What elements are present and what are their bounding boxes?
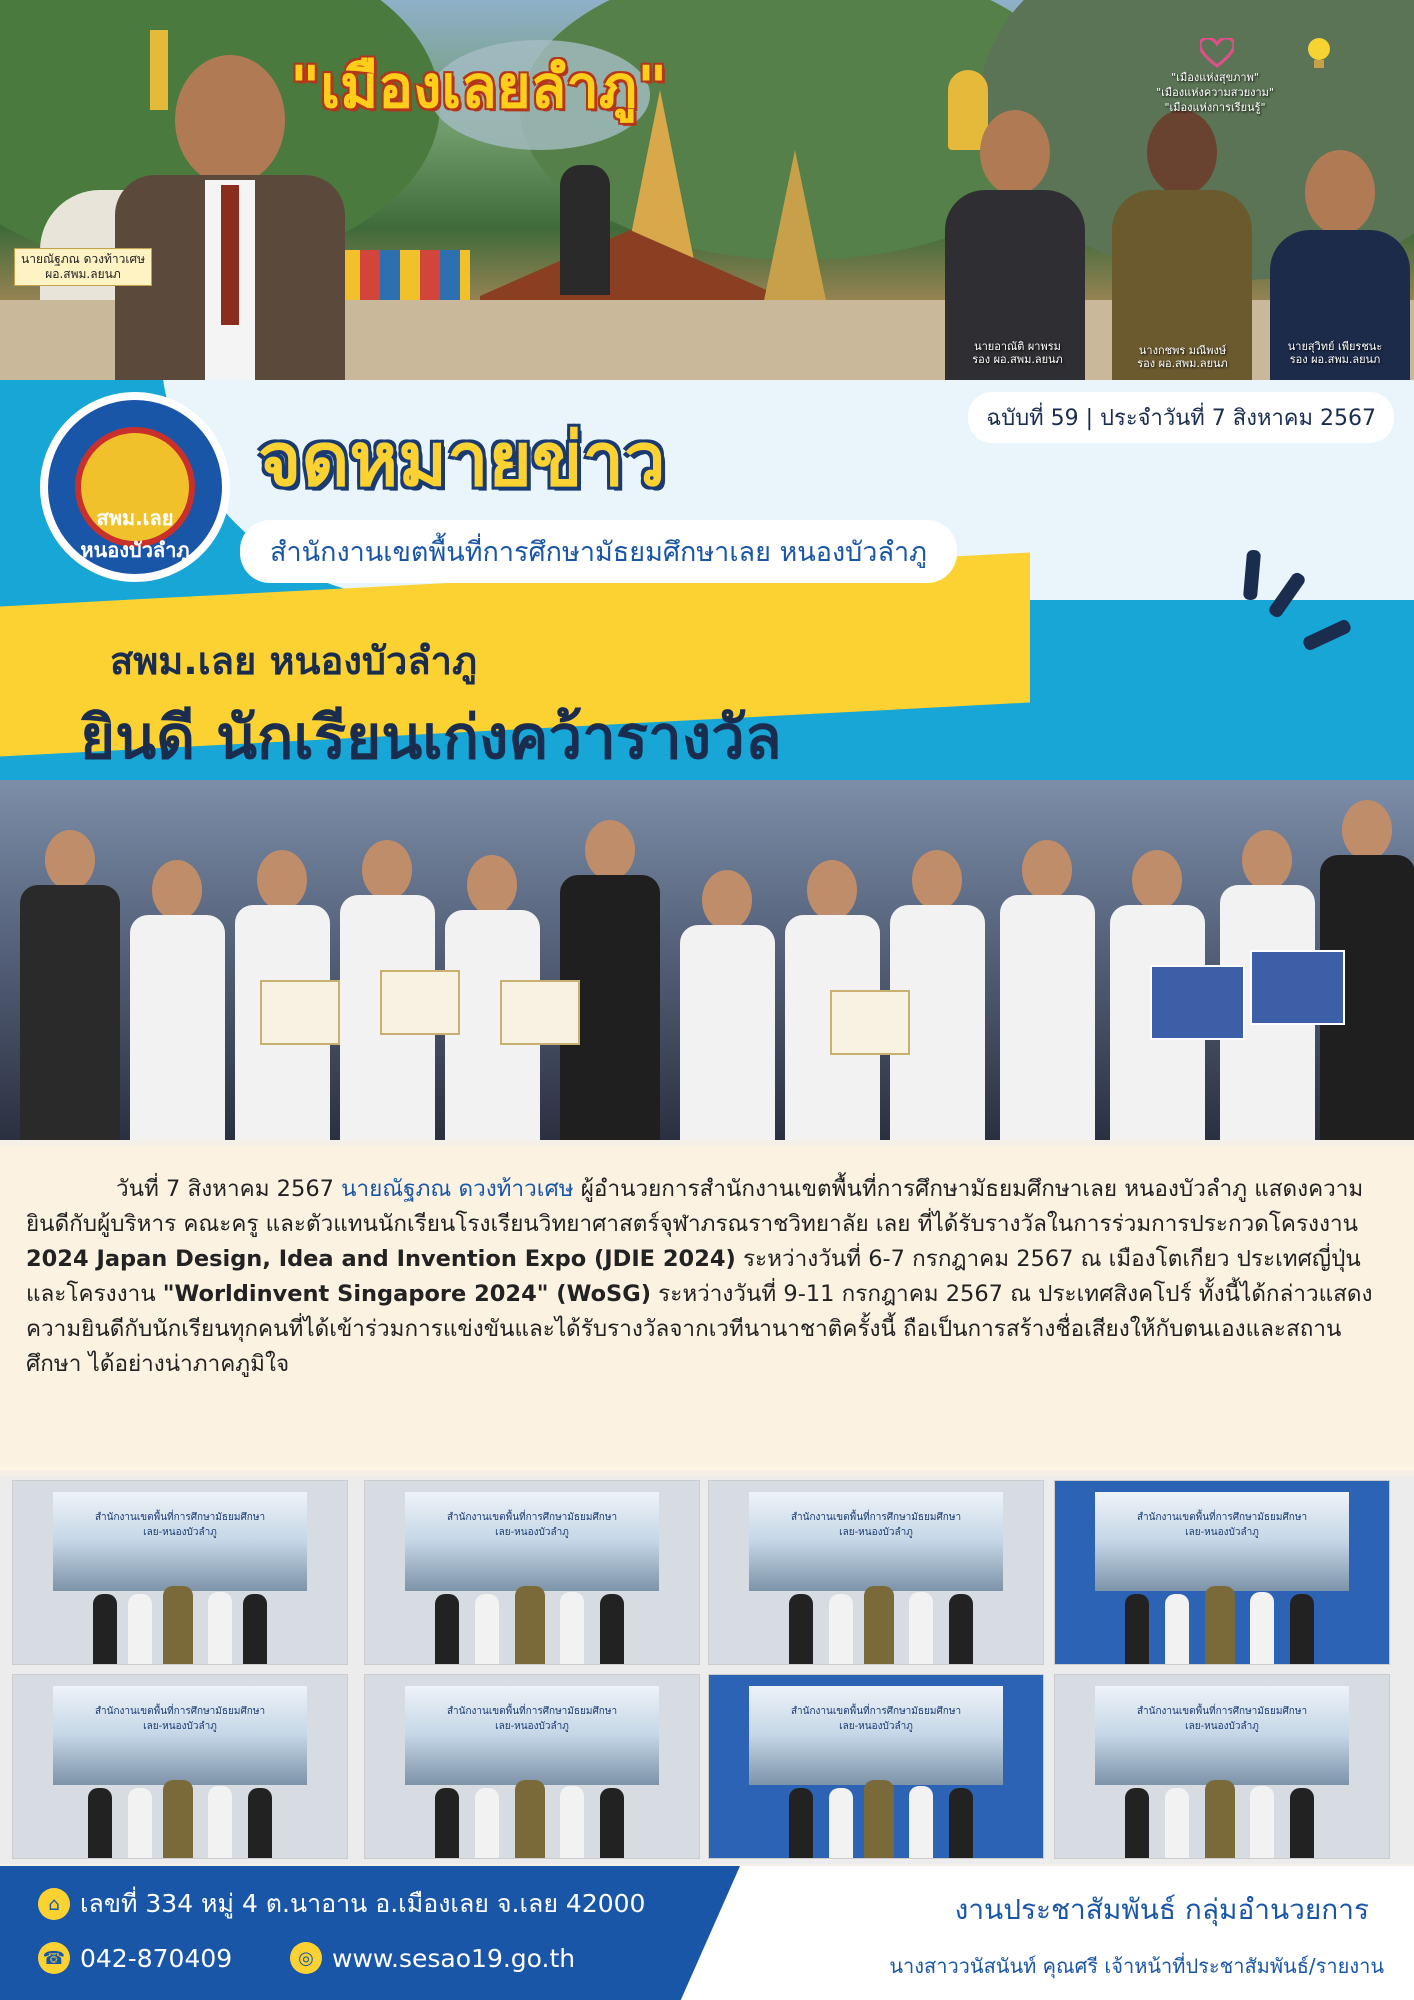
- deputy-role-2: รอง ผอ.สพม.ลยนภ: [1137, 357, 1228, 370]
- city-slogans: [1156, 70, 1274, 115]
- gallery-caption-sub: เลย-หนองบัวลำภู: [495, 1527, 569, 1539]
- headline-title: ยินดี นักเรียนเก่งคว้ารางวัล: [80, 703, 782, 773]
- monument-statue: [560, 165, 610, 295]
- gallery-caption: สำนักงานเขตพื้นที่การศึกษามัธยมศึกษา: [446, 1512, 618, 1524]
- gallery-caption-sub: เลย-หนองบัวลำภู: [495, 1721, 569, 1733]
- deputy-name-1: นายอาณัติ ผาพรม: [974, 340, 1061, 353]
- article-event-wosg: "Worldinvent Singapore 2024" (WoSG): [162, 1281, 651, 1307]
- photo-gallery: [0, 1476, 1414, 1864]
- article-event-jdie: 2024 Japan Design, Idea and Invention Expo (JDIE 2024): [26, 1246, 736, 1272]
- phone-text: 042-870409: [80, 1943, 233, 1973]
- footer-address: [38, 1884, 645, 1924]
- gallery-photo-8: [1054, 1674, 1390, 1859]
- accent-spark-2: [1301, 618, 1352, 652]
- article-text-3: ระหว่างวันที่ 6-7 กรกฎาคม 2567 ณ เมืองโตเกียว ประเทศญี่ปุ่น และโครงงาน: [26, 1246, 1361, 1307]
- gallery-photo-2: [364, 1480, 700, 1665]
- gallery-photo-5: [12, 1674, 348, 1859]
- gallery-caption-sub: เลย-หนองบัวลำภู: [1185, 1721, 1259, 1733]
- gallery-caption-sub: เลย-หนองบัวลำภู: [1185, 1527, 1259, 1539]
- gallery-caption-sub: เลย-หนองบัวลำภู: [143, 1527, 217, 1539]
- group-photo: [0, 780, 1414, 1140]
- address-text: เลขที่ 334 หมู่ 4 ต.นาอาน อ.เมืองเลย จ.เลย 42000: [80, 1889, 646, 1918]
- website-link[interactable]: www.sesao19.go.th: [332, 1943, 576, 1973]
- gallery-caption: สำนักงานเขตพื้นที่การศึกษามัธยมศึกษา: [446, 1706, 618, 1718]
- headline-subtitle: สพม.เลย หนองบัวลำภู: [110, 639, 478, 683]
- certificate-6: [1250, 950, 1345, 1025]
- lightbulb-icon: [1304, 36, 1334, 72]
- deputy-caption-3: [1260, 340, 1410, 366]
- gallery-caption: สำนักงานเขตพื้นที่การศึกษามัธยมศึกษา: [1136, 1512, 1308, 1524]
- article-director-name: นายณัฐภณ ดวงท้าวเศษ: [341, 1176, 574, 1202]
- header-banner: [0, 0, 1414, 380]
- footer: [0, 1866, 1414, 2000]
- article-text-2: ผู้อำนวยการสำนักงานเขตพื้นที่การศึกษามัธยมศึกษาเลย หนองบัวลำภู แสดงความยินดีกับผู้บริหาร คณะครู และตัวแทนนักเรียนโรงเรียนวิทยาศาสตร์จุฬาภรณราชวิทยาลัย เลย ที่ได้รับรางวัลในการร่วมการประกวดโครงงาน: [26, 1176, 1364, 1237]
- footer-reporter: นางสาววนัสนันท์ คุณศรี เจ้าหน้าที่ประชาสัมพันธ์/รายงาน: [889, 1954, 1384, 1978]
- footer-department: งานประชาสัมพันธ์ กลุ่มอำนวยการ: [954, 1893, 1369, 1926]
- gallery-caption-sub: เลย-หนองบัวลำภู: [839, 1527, 913, 1539]
- slogan-learning: "เมืองแห่งการเรียนรู้": [1164, 101, 1266, 114]
- phone-icon: ☎: [38, 1942, 70, 1974]
- certificate-4: [830, 990, 910, 1055]
- director-role: ผอ.สพม.ลยนภ: [45, 267, 121, 281]
- home-icon: ⌂: [38, 1888, 70, 1920]
- gallery-photo-3: [708, 1480, 1044, 1665]
- deputy-name-2: นางกชพร มณีพงษ์: [1138, 344, 1227, 357]
- globe-icon: ◎: [290, 1942, 322, 1974]
- gallery-photo-6: [364, 1674, 700, 1859]
- article-text-4: ระหว่างวันที่ 9-11 กรกฎาคม 2567 ณ ประเทศสิงคโปร์ ทั้งนี้ได้กล่าวแสดงความยินดีกับนักเรียนทุกคนที่ได้เข้าร่วมการแข่งขันและได้รับรางวัลจากเวทีนานาชาติครั้งนี้ ถือเป็นการสร้างชื่อเสียงให้กับตนเองและสถานศึกษา ได้อย่างน่าภาคภูมิใจ: [26, 1281, 1373, 1377]
- gallery-caption: สำนักงานเขตพื้นที่การศึกษามัธยมศึกษา: [94, 1512, 266, 1524]
- director-name: นายณัฐภณ ดวงท้าวเศษ: [21, 252, 145, 266]
- article-paragraph: [26, 1172, 1388, 1382]
- deputy-caption-1: [940, 340, 1095, 366]
- certificate-1: [260, 980, 340, 1045]
- gallery-caption: สำนักงานเขตพื้นที่การศึกษามัธยมศึกษา: [790, 1512, 962, 1524]
- certificate-2: [380, 970, 460, 1035]
- office-name: สำนักงานเขตพื้นที่การศึกษามัธยมศึกษาเลย หนองบัวลำภู: [240, 520, 957, 583]
- logo-text: สพม.เลย หนองบัวลำภู: [80, 506, 190, 562]
- director-caption: [14, 248, 152, 286]
- photo-crowd: [0, 780, 1414, 1140]
- gallery-caption: สำนักงานเขตพื้นที่การศึกษามัธยมศึกษา: [94, 1706, 266, 1718]
- heart-icon: [1200, 38, 1234, 68]
- article-text-1: วันที่ 7 สิงหาคม 2567: [116, 1176, 342, 1202]
- deputy-photo-2: [1112, 110, 1252, 380]
- deputy-name-3: นายสุวิทย์ เพียรชนะ: [1287, 340, 1383, 353]
- newsletter-title: จดหมายข่าว: [258, 417, 666, 503]
- gallery-caption: สำนักงานเขตพื้นที่การศึกษามัธยมศึกษา: [1136, 1706, 1308, 1718]
- gallery-photo-4: [1054, 1480, 1390, 1665]
- deputy-role-3: รอง ผอ.สพม.ลยนภ: [1289, 353, 1381, 366]
- footer-website[interactable]: [290, 1942, 575, 1974]
- certificate-3: [500, 980, 580, 1045]
- gallery-photo-1: [12, 1480, 348, 1665]
- slogan-health: "เมืองแห่งสุขภาพ": [1171, 71, 1259, 84]
- newsletter-title-area: [0, 380, 1414, 1140]
- gallery-caption-sub: เลย-หนองบัวลำภู: [143, 1721, 217, 1733]
- office-logo: [40, 392, 230, 582]
- footer-phone: [38, 1942, 232, 1974]
- slogan-beauty: "เมืองแห่งความสวยงาม": [1156, 86, 1274, 99]
- director-photo: [115, 55, 345, 380]
- deputy-caption-2: [1105, 344, 1260, 370]
- issue-badge: ฉบับที่ 59 | ประจำวันที่ 7 สิงหาคม 2567: [968, 392, 1394, 443]
- gallery-caption-sub: เลย-หนองบัวลำภู: [839, 1721, 913, 1733]
- city-slogan-title: "เมืองเลยลำภู": [290, 53, 668, 121]
- article-body: [0, 1146, 1414, 1471]
- deputy-role-1: รอง ผอ.สพม.ลยนภ: [972, 353, 1063, 366]
- certificate-5: [1150, 965, 1245, 1040]
- gallery-caption: สำนักงานเขตพื้นที่การศึกษามัธยมศึกษา: [790, 1706, 962, 1718]
- gallery-photo-7: [708, 1674, 1044, 1859]
